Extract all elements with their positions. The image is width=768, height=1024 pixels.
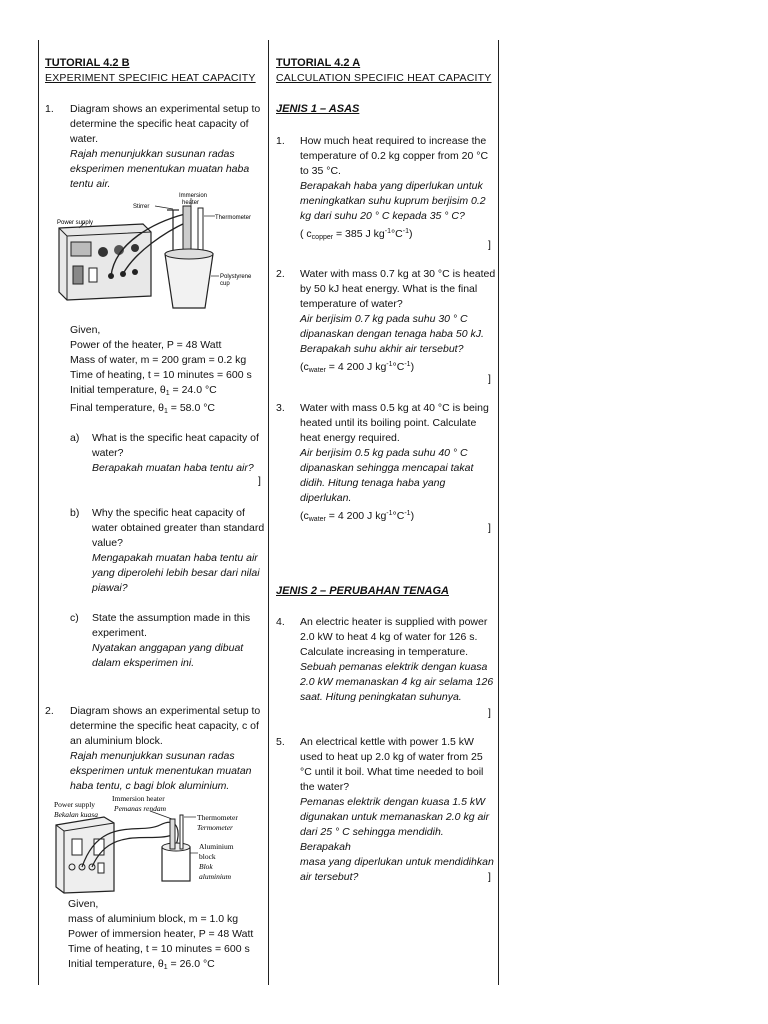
question-number: 1. bbox=[45, 103, 54, 115]
jenis-1-heading: JENIS 1 – ASAS bbox=[276, 103, 360, 115]
cup-label: cup bbox=[220, 281, 230, 287]
given-line: Time of heating, t = 10 minutes = 600 s bbox=[70, 369, 252, 381]
specific-heat-copper: ( $c_{copper} = 385$ J $kg^{-1}^\circ C^{-1}$) bbox=[300, 228, 413, 241]
svg-text:Thermometer: Thermometer bbox=[197, 813, 238, 822]
stirrer-label: Stirrer bbox=[133, 204, 150, 210]
svg-text:Termometer: Termometer bbox=[197, 823, 233, 832]
q1-given-block bbox=[70, 323, 270, 419]
right-title: TUTORIAL 4.2 A bbox=[276, 57, 361, 69]
water-heat-capacity-diagram bbox=[55, 192, 265, 312]
immersion-label: Immersion bbox=[179, 193, 208, 199]
q1-text-line: water. bbox=[70, 133, 99, 145]
given-line: Mass of water, m = 200 gram = 0.2 kg bbox=[70, 354, 247, 366]
svg-text:Power supply: Power supply bbox=[54, 800, 96, 809]
specific-heat-water: ($c_{water} = 4$ 200 J $kg^{-1}^\circ C^{-1}$) bbox=[300, 361, 415, 374]
worksheet-page: TUTORIAL 4.2 B EXPERIMENT SPECIFIC HEAT CAPACITY 1. Diagram shows an experimental setup to determine the specific heat capacity of water. Rajah menunjukkan susunan radas eksperimen menentukan muatan haba tentu air. Stirrer Immersion heater Power supply Thermometer Polystyrene cup Given, Power of the heater, P = 48 Watt Mass of water, m = 200 gram = 0.2 kg Time of heating, t = 10 minutes = 600 s Initial temperature, $\theta_1 = 24.0$ °C Final temperature, $\theta_1 = 58.0$ °C a) What is the specific heat capacity of water? Berapakah muatan haba tentu air? ] b) Why the specific heat capacity of water obtained greater than standard value? Mengapakah muatan haba tentu air yang diperolehi lebih besar dari nilai piawai? c) State the assumption made in this experiment. Nyatakan anggapan yang dibuat dalam eksperimen ini. 2. Diagram shows an experimental setup to determine the specific heat capacity, c of an aluminium block. Rajah menunjukkan susunan radas eksperimen untuk menentukan muatan haba tentu, c bagi blok aluminium. Power supply Bekalan kuasa Immersion heater Pemanas rendam Thermometer Termometer Aluminium block Blok aluminium Given, mass of aluminium block, m = 1.0 kg Power of immersion heater, P = 48 Watt Time of heating, t = 10 minutes = 600 s Initial temperature, $\theta_1 = 26.0$ °C TUTORIAL 4.2 A CALCULATION SPECIFIC HEAT CAPACITY JENIS 1 – ASAS 1. How much heat required to increase the temperature of 0.2 kg copper from 20 °C to 35 °C. Berapakah haba yang diperlukan untuk meningkatkan suhu kuprum berjisim 0.2 kg dari suhu 20 ° C kepada 35 ° C? ( $c_{copper} = 385$ J $kg^{-1}^\circ C^{-1}$) ] 2. Water with mass 0.7 kg at 30 °C is heated by 50 kJ heat energy. What is the final temperature of water? Air berjisim 0.7 kg pada suhu 30 ° C dipanaskan dengan tenaga haba 50 kJ. Berapakah suhu akhir air tersebut? ($c_{water} = 4$ 200 J $kg^{-1}^\circ C^{-1}$) ] 3. Water with mass 0.5 kg at 40 °C is being heated until its boiling point. Calculate heat energy required. Air berjisim 0.5 kg pada suhu 40 ° C dipanaskan sehingga mencapai takat didih. Hitung tenaga haba yang diperlukan. ($c_{water} = 4$ 200 J $kg^{-1}^\circ C^{-1}$) ] JENIS 2 – PERUBAHAN TENAGA 4. An electric heater is supplied with power 2.0 kW to heat 4 kg of water for 126 s. Calculate increasing in temperature. Sebuah pemanas elektrik dengan kuasa 2.0 kW memanaskan 4 kg air selama 126 saat. Hitung peningkatan suhunya. ] 5. An electrical kettle with power 1.5 kW used to heat up 2.0 kg of water from 25 °C until it boil. What time needed to boil the water? Pemanas elektrik dengan kuasa 1.5 kW digunakan untuk memanaskan 2.0 kg air dari 25 ° C sehingga mendidih. Berapakah masa yang diperlukan untuk mendidihkan air tersebut? ] bbox=[0, 0, 768, 1024]
answer-bracket: ] bbox=[488, 707, 491, 719]
left-title: TUTORIAL 4.2 B bbox=[45, 57, 130, 69]
left-margin-line bbox=[38, 40, 39, 985]
svg-text:Aluminium: Aluminium bbox=[199, 842, 234, 851]
given-final-temp: Final temperature, $\theta_1 = 58.0$ °C bbox=[70, 402, 215, 415]
svg-text:Blok: Blok bbox=[199, 862, 213, 871]
aluminium-block-diagram bbox=[50, 795, 265, 895]
left-column bbox=[45, 56, 265, 86]
svg-text:Immersion heater: Immersion heater bbox=[112, 795, 165, 803]
answer-bracket: ] bbox=[258, 475, 261, 487]
q1-text-line: Diagram shows an experimental setup to bbox=[70, 103, 261, 115]
q1-text-line: determine the specific heat capacity of bbox=[70, 118, 249, 130]
answer-bracket: ] bbox=[488, 373, 491, 385]
q1-malay-line: eksperimen menentukan muatan haba bbox=[70, 163, 250, 175]
left-subtitle: EXPERIMENT SPECIFIC HEAT CAPACITY bbox=[45, 72, 256, 84]
given-line: Power of the heater, P = 48 Watt bbox=[70, 339, 222, 351]
svg-text:aluminium: aluminium bbox=[199, 872, 232, 881]
answer-bracket: ] bbox=[488, 522, 491, 534]
given-initial-temp: Initial temperature, $\theta_1 = 24.0$ °C bbox=[70, 384, 217, 397]
given-line: Given, bbox=[70, 324, 101, 336]
right-margin-line bbox=[498, 40, 499, 985]
svg-text:Pemanas rendam: Pemanas rendam bbox=[114, 804, 167, 813]
thermometer-label: Thermometer bbox=[215, 215, 252, 221]
q2-initial-temp: Initial temperature, $\theta_1 = 26.0$ °C bbox=[68, 958, 215, 971]
svg-text:Bekalan kuasa: Bekalan kuasa bbox=[54, 810, 98, 819]
q1-malay-line: tentu air. bbox=[70, 178, 111, 190]
q2-given-block: Given, mass of aluminium block, m = 1.0 kg Power of immersion heater, P = 48 Watt Time of heating, t = 10 minutes = 600 s Initial temperature, $\theta_1 = 26.0$ °C bbox=[68, 897, 268, 975]
right-column bbox=[276, 56, 496, 86]
answer-bracket: ] bbox=[488, 239, 491, 251]
answer-bracket: ] bbox=[488, 871, 491, 883]
specific-heat-water: ($c_{water} = 4$ 200 J $kg^{-1}^\circ C^{-1}$) bbox=[300, 510, 415, 523]
polystyrene-label: Polystyrene bbox=[220, 274, 252, 280]
q1-malay-line: Rajah menunjukkan susunan radas bbox=[70, 148, 235, 160]
power-supply-label: Power supply bbox=[57, 220, 94, 226]
right-subtitle: CALCULATION SPECIFIC HEAT CAPACITY bbox=[276, 72, 492, 84]
heater-label: heater bbox=[182, 200, 200, 206]
jenis-2-heading: JENIS 2 – PERUBAHAN TENAGA bbox=[276, 585, 449, 597]
svg-text:block: block bbox=[199, 852, 216, 861]
power-supply-box-2 bbox=[56, 817, 114, 893]
